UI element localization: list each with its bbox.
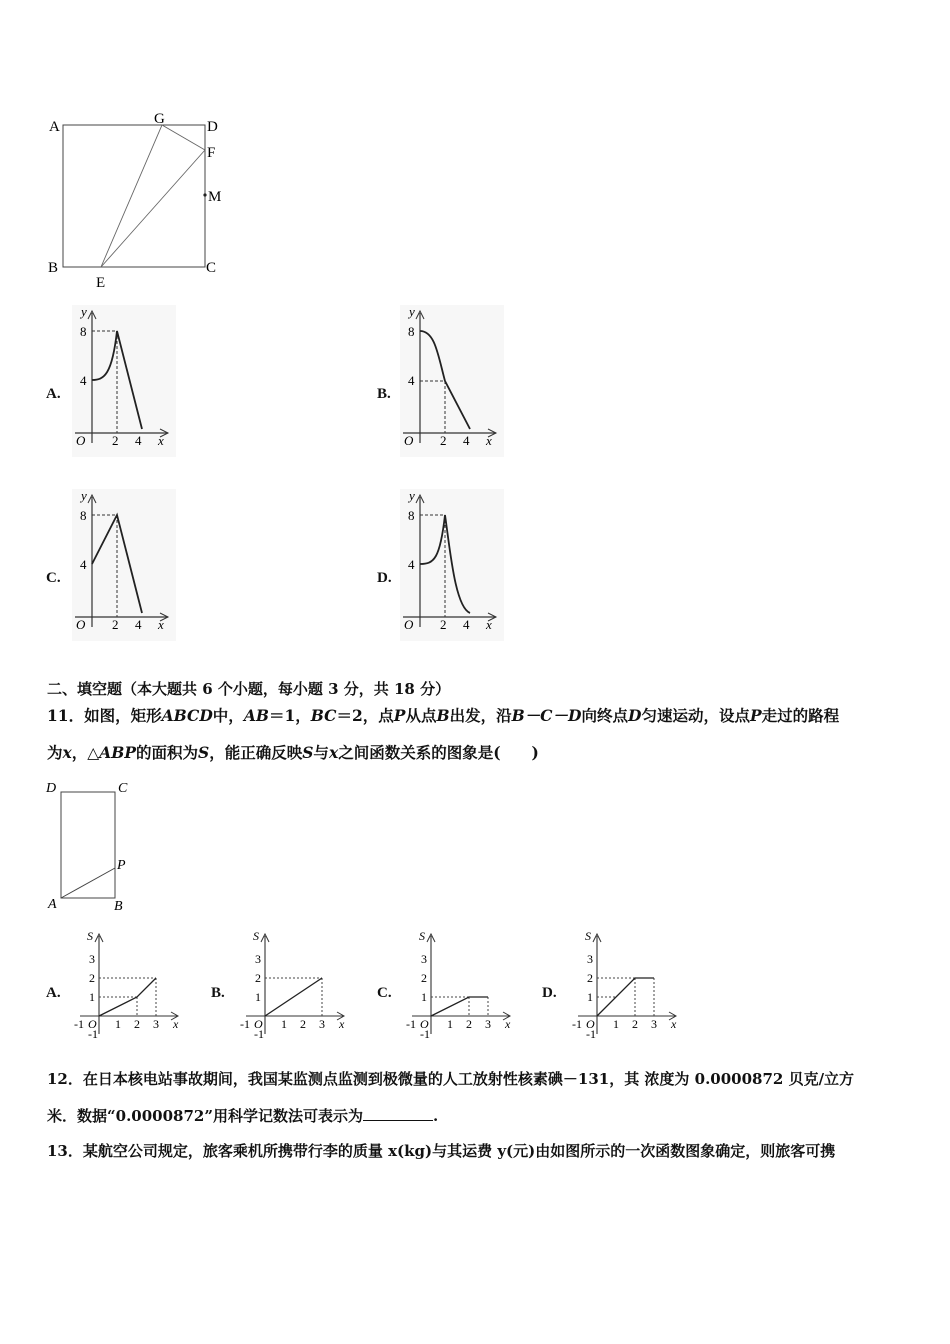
tick-x-2: 2 [632,1017,638,1031]
q11-math: D [627,706,642,725]
q11-option-a-label: A. [46,985,61,1001]
segment-ef [101,150,205,267]
q11-math: BC [310,706,337,725]
label-c: C [206,260,217,276]
answer-blank[interactable] [363,1106,433,1121]
q11-text: 之间函数关系的图象是( ) [338,743,539,762]
option-c-label: C. [46,570,61,586]
tick-4: 4 [408,557,415,572]
tick-x-2: 2 [440,617,447,632]
q11-text: 走过的路程 [761,706,840,725]
tick-x-4: 4 [135,617,142,632]
axis-s-label: S [87,929,93,943]
tick-y-2: 2 [587,971,593,985]
tick-8: 8 [408,508,415,523]
origin-label: O [404,433,414,448]
q11-line2 [47,741,539,763]
q11-text: ＝2，点 [336,706,394,725]
label-b: B [48,260,59,276]
tick-x-2: 2 [466,1017,472,1031]
tick-y-neg1: -1 [420,1027,430,1041]
tick-8: 8 [408,324,415,339]
label-e: E [96,275,106,291]
q11-math: ABCD [161,706,213,725]
q11-text: 与 [313,743,329,762]
s-graph-option-b [238,928,350,1046]
tick-x-3: 3 [651,1017,657,1031]
tick-y-1: 1 [587,990,593,1004]
q11-math: P [749,706,762,725]
tick-8: 8 [80,324,87,339]
q11-text: ，能正确反映 [209,743,303,762]
axis-y-label: y [81,489,87,503]
tick-x-1: 1 [447,1017,453,1031]
s-graph-option-a [72,928,184,1046]
origin-label: O [404,617,414,632]
axis-y-label: y [409,489,415,503]
q12-text: 米．数据“0.0000872”用科学记数法可表示为 [47,1107,363,1125]
label-p: P [117,858,126,873]
q11-math: AB [243,706,269,725]
q11-text: 匀速运动，设点 [641,706,750,725]
origin-label: O [254,1017,263,1031]
tick-4: 4 [80,373,87,388]
tick-y-2: 2 [255,971,261,985]
q11-text: 中， [212,706,244,725]
q11-text: 如图，矩形 [84,706,162,725]
tick-x-4: 4 [463,433,470,448]
q11-text: 从点 [405,706,437,725]
label-f: F [207,145,216,161]
q11-math: ABP [99,743,136,762]
tick-x-4: 4 [135,433,142,448]
graph-option-c [72,489,176,641]
point-m [203,193,206,196]
q13-number: 13． [47,1142,83,1160]
tick-y-neg1: -1 [254,1027,264,1041]
tick-x-3: 3 [485,1017,491,1031]
axis-x-label: x [505,1017,511,1031]
segment-ap [61,868,115,898]
tick-x-1: 1 [281,1017,287,1031]
tick-x-neg1: -1 [74,1017,84,1031]
tick-y-3: 3 [587,952,593,966]
q11-math: P [393,706,406,725]
tick-y-3: 3 [255,952,261,966]
q11-text: 出发，沿 [449,706,512,725]
q11-text: 向终点 [581,706,628,725]
axis-x-label: x [173,1017,179,1031]
tick-x-neg1: -1 [572,1017,582,1031]
q11-math: S [302,743,314,762]
q11-option-c-label: C. [377,985,392,1001]
axis-x-label: x [486,433,492,448]
tick-x-2: 2 [300,1017,306,1031]
q12-line1 [47,1068,854,1089]
tick-x-2: 2 [112,433,119,448]
q11-number: 11． [47,706,85,725]
option-d-label: D. [377,570,392,586]
axis-x-label: x [158,433,164,448]
origin-label: O [420,1017,429,1031]
graph-option-a [72,305,176,457]
q11-math: x [328,743,339,762]
tick-y-neg1: -1 [88,1027,98,1041]
label-d: D [207,119,218,135]
label-b: B [114,899,123,914]
q11-text: 为 [47,743,63,762]
option-a-label: A. [46,386,61,402]
q11-option-b-label: B. [211,985,225,1001]
label-d: D [46,781,57,796]
tick-x-neg1: -1 [240,1017,250,1031]
q11-line1 [47,704,839,726]
label-g: G [154,111,165,127]
tick-y-1: 1 [89,990,95,1004]
axis-y-label: y [409,305,415,319]
q11-math: S [198,743,210,762]
q11-text: 的面积为 [135,743,198,762]
s-graph-option-c [404,928,516,1046]
axis-s-label: S [253,929,259,943]
q11-text: ＝1， [268,706,311,725]
tick-y-1: 1 [421,990,427,1004]
label-a: A [49,119,60,135]
tick-x-2: 2 [134,1017,140,1031]
tick-y-3: 3 [89,952,95,966]
origin-label: O [76,433,86,448]
axis-x-label: x [339,1017,345,1031]
origin-label: O [76,617,86,632]
tick-y-neg1: -1 [586,1027,596,1041]
q12-number: 12． [47,1070,83,1088]
label-c: C [118,781,128,796]
q12-line2 [47,1105,438,1126]
s-curve-c [431,997,488,1016]
q11-text: ，△ [71,743,100,762]
tick-x-1: 1 [115,1017,121,1031]
segment-eg [101,125,162,267]
tick-x-3: 3 [319,1017,325,1031]
tick-y-2: 2 [421,971,427,985]
origin-label: O [586,1017,595,1031]
label-m: M [208,189,222,205]
tick-4: 4 [408,373,415,388]
rectangle-figure [40,776,140,916]
tick-y-3: 3 [421,952,427,966]
q12-text: 在日本核电站事故期间，我国某监测点监测到极微量的人工放射性核素碘－131，其 浓度为 0.0000872 贝克/立方 [82,1070,855,1088]
tick-x-neg1: -1 [406,1017,416,1031]
axis-y-label: y [81,305,87,319]
s-curve-b [265,978,322,1016]
tick-x-3: 3 [153,1017,159,1031]
square-figure [40,105,240,295]
q13-line1 [47,1140,835,1161]
axis-s-label: S [419,929,425,943]
q11-option-d-label: D. [542,985,557,1001]
graph-option-d [400,489,504,641]
option-b-label: B. [377,386,391,402]
tick-x-2: 2 [112,617,119,632]
q13-text: 某航空公司规定，旅客乘机所携带行李的质量 x(kg)与其运费 y(元)由如图所示的一次函数图象确定，则旅客可携 [82,1142,836,1160]
q12-period: . [432,1107,439,1125]
graph-option-b [400,305,504,457]
s-graph-option-d [570,928,682,1046]
origin-label: O [88,1017,97,1031]
tick-x-1: 1 [613,1017,619,1031]
tick-x-2: 2 [440,433,447,448]
tick-y-2: 2 [89,971,95,985]
section-heading: 二、填空题（本大题共 6 个小题，每小题 3 分，共 18 分） [47,680,451,698]
q11-math: x [62,743,72,762]
tick-8: 8 [80,508,87,523]
tick-x-4: 4 [463,617,470,632]
axis-x-label: x [486,617,492,632]
label-a: A [48,897,57,912]
q11-math: B－C－D [511,706,582,725]
tick-y-1: 1 [255,990,261,1004]
tick-4: 4 [80,557,87,572]
axis-s-label: S [585,929,591,943]
segment-gf [162,125,205,150]
axis-x-label: x [158,617,164,632]
axis-x-label: x [671,1017,677,1031]
q11-math: B [436,706,450,725]
